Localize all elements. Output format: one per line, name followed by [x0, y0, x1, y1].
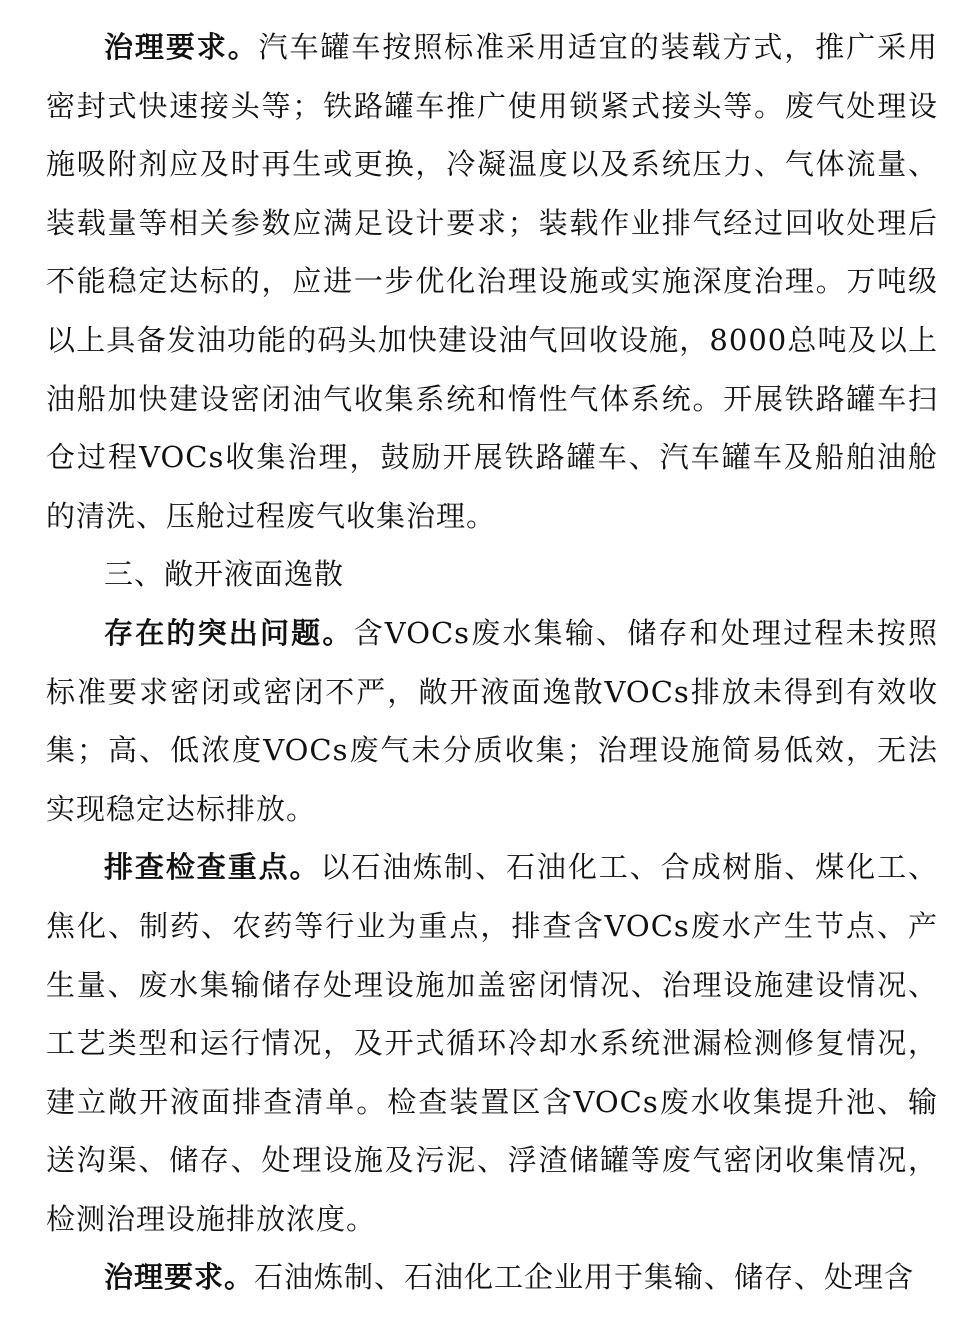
paragraph-lead: 治理要求。	[104, 30, 259, 64]
paragraph-lead: 存在的突出问题。	[104, 615, 354, 650]
paragraph-inspection-focus	[46, 838, 938, 1248]
paragraph-body: 汽车罐车按照标准采用适宜的装载方式，推广采用密封式快速接头等；铁路罐车推广使用锁紧式接头等。废气处理设施吸附剂应及时再生或更换，冷凝温度以及系统压力、气体流量、装载量等相关参数应满足设计要求；装载作业排气经过回收处理后不能稳定达标的，应进一步优化治理设施或实施深度治理。万吨级以上具备发油功能的码头加快建设油气回收设施，8000总吨及以上油船加快建设密闭油气收集系统和惰性气体系统。开展铁路罐车扫仓过程VOCs收集治理，鼓励开展铁路罐车、汽车罐车及船舶油舱的清洗、压舱过程废气收集治理。	[46, 30, 938, 533]
paragraph-governance-requirements	[46, 18, 938, 545]
document-page	[46, 18, 938, 1307]
paragraph-body: 以石油炼制、石油化工、合成树脂、煤化工、焦化、制药、农药等行业为重点，排查含VOCs废水产生节点、产生量、废水集输储存处理设施加盖密闭情况、治理设施建设情况、工艺类型和运行情况，及开式循环冷却水系统泄漏检测修复情况，建立敞开液面排查清单。检查装置区含VOCs废水收集提升池、输送沟渠、储存、处理设施及污泥、浮渣储罐等废气密闭收集情况，检测治理设施排放浓度。	[46, 850, 938, 1236]
paragraph-lead: 治理要求。	[104, 1260, 255, 1295]
section-heading: 三、敞开液面逸散	[104, 557, 345, 592]
paragraph-lead: 排查检查重点。	[104, 850, 321, 885]
paragraph-governance-requirements-2	[46, 1248, 938, 1307]
paragraph-body: 石油炼制、石油化工企业用于集输、储存、处理含	[254, 1260, 915, 1295]
paragraph-body: 含VOCs废水集输、储存和处理过程未按照标准要求密闭或密闭不严，敞开液面逸散VOCs排放未得到有效收集；高、低浓度VOCs废气未分质收集；治理设施简易低效，无法实现稳定达标排放。	[46, 615, 938, 826]
paragraph-outstanding-problems	[46, 604, 938, 838]
